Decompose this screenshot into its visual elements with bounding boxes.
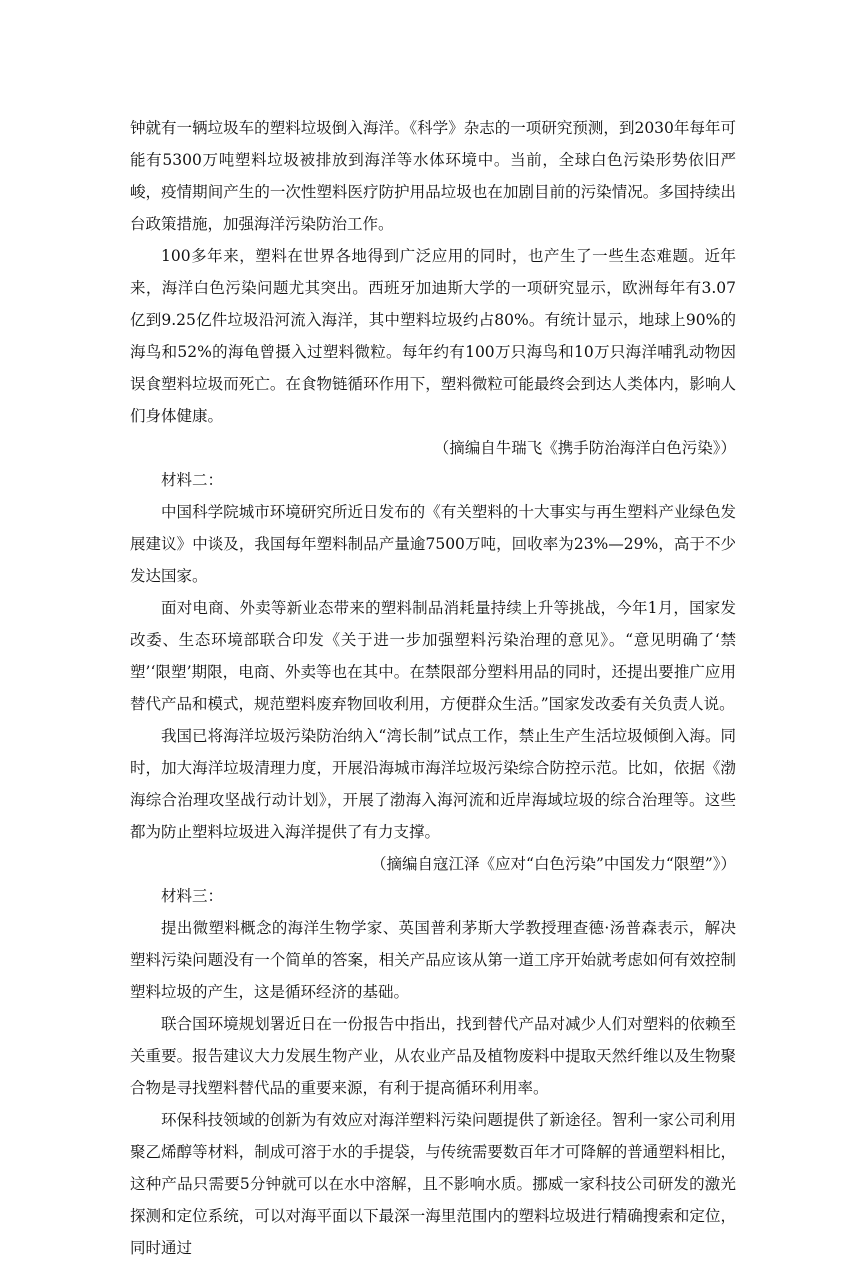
source-citation-2: （摘编自寇江泽《应对“白色污染”中国发力“限塑”》） (371, 855, 736, 873)
article-body (130, 112, 736, 1264)
material-three-label: 材料三： (161, 887, 224, 905)
paragraph-unep-report: 联合国环境规划署近日在一份报告中指出，找到替代产品对减少人们对塑料的依赖至关重要。报告建议大力发展生物产业，从农业产品及植物废料中提取天然纤维以及生物聚合物是寻找塑料替代品的重要来源，有利于提高循环利用率。 (130, 1015, 736, 1097)
paragraph-plastic-100-years: 100多年来，塑料在世界各地得到广泛应用的同时，也产生了一些生态难题。近年来，海洋白色污染问题尤其突出。西班牙加迪斯大学的一项研究显示，欧洲每年有3.07亿到9.25亿件垃圾沿河流入海洋，其中塑料垃圾约占80%。有统计显示，地球上90%的海鸟和52%的海龟曾摄入过塑料微粒。每年约有100万只海鸟和10万只海洋哺乳动物因误食塑料垃圾而死亡。在食物链循环作用下，塑料微粒可能最终会到达人类体内，影响人们身体健康。 (130, 247, 736, 425)
source-citation-1: （摘编自牛瑞飞《携手防治海洋白色污染》） (433, 439, 736, 457)
paragraph-tech-innovation: 环保科技领域的创新为有效应对海洋塑料污染问题提供了新途径。智利一家公司利用聚乙烯醇等材料，制成可溶于水的手提袋，与传统需要数百年才可降解的普通塑料相比，这种产品只需要5分钟就可以在水中溶解，且不影响水质。挪威一家科技公司研发的激光探测和定位系统，可以对海平面以下最深一海里范围内的塑料垃圾进行精确搜索和定位，同时通过 (130, 1111, 736, 1257)
paragraph-thompson: 提出微塑料概念的海洋生物学家、英国普利茅斯大学教授理查德·汤普森表示，解决塑料污染问题没有一个简单的答案，相关产品应该从第一道工序开始就考虑如何有效控制塑料垃圾的产生，这是循环经济的基础。 (130, 919, 736, 1001)
material-two-label: 材料二： (161, 471, 224, 489)
paragraph-cas-report: 中国科学院城市环境研究所近日发布的《有关塑料的十大事实与再生塑料产业绿色发展建议》中谈及，我国每年塑料制品产量逾7500万吨，回收率为23%—29%，高于不少发达国家。 (130, 503, 736, 585)
paragraph-bay-chief-system: 我国已将海洋垃圾污染防治纳入“湾长制”试点工作，禁止生产生活垃圾倾倒入海。同时，加大海洋垃圾清理力度，开展沿海城市海洋垃圾污染综合防控示范。比如，依据《渤海综合治理攻坚战行动计划》，开展了渤海入海河流和近岸海域垃圾的综合治理等。这些都为防止塑料垃圾进入海洋提供了有力支撑。 (130, 727, 736, 841)
paragraph-ecommerce-policy: 面对电商、外卖等新业态带来的塑料制品消耗量持续上升等挑战，今年1月，国家发改委、生态环境部联合印发《关于进一步加强塑料污染治理的意见》。“意见明确了‘禁塑’‘限塑’期限，电商、外卖等也在其中。在禁限部分塑料用品的同时，还提出要推广应用替代产品和模式，规范塑料废弃物回收利用，方便群众生活。”国家发改委有关负责人说。 (130, 599, 736, 713)
paragraph-intro-continued: 钟就有一辆垃圾车的塑料垃圾倒入海洋。《科学》杂志的一项研究预测，到2030年每年可能有5300万吨塑料垃圾被排放到海洋等水体环境中。当前，全球白色污染形势依旧严峻，疫情期间产生的一次性塑料医疗防护用品垃圾也在加剧目前的污染情况。多国持续出台政策措施，加强海洋污染防治工作。 (130, 119, 736, 233)
